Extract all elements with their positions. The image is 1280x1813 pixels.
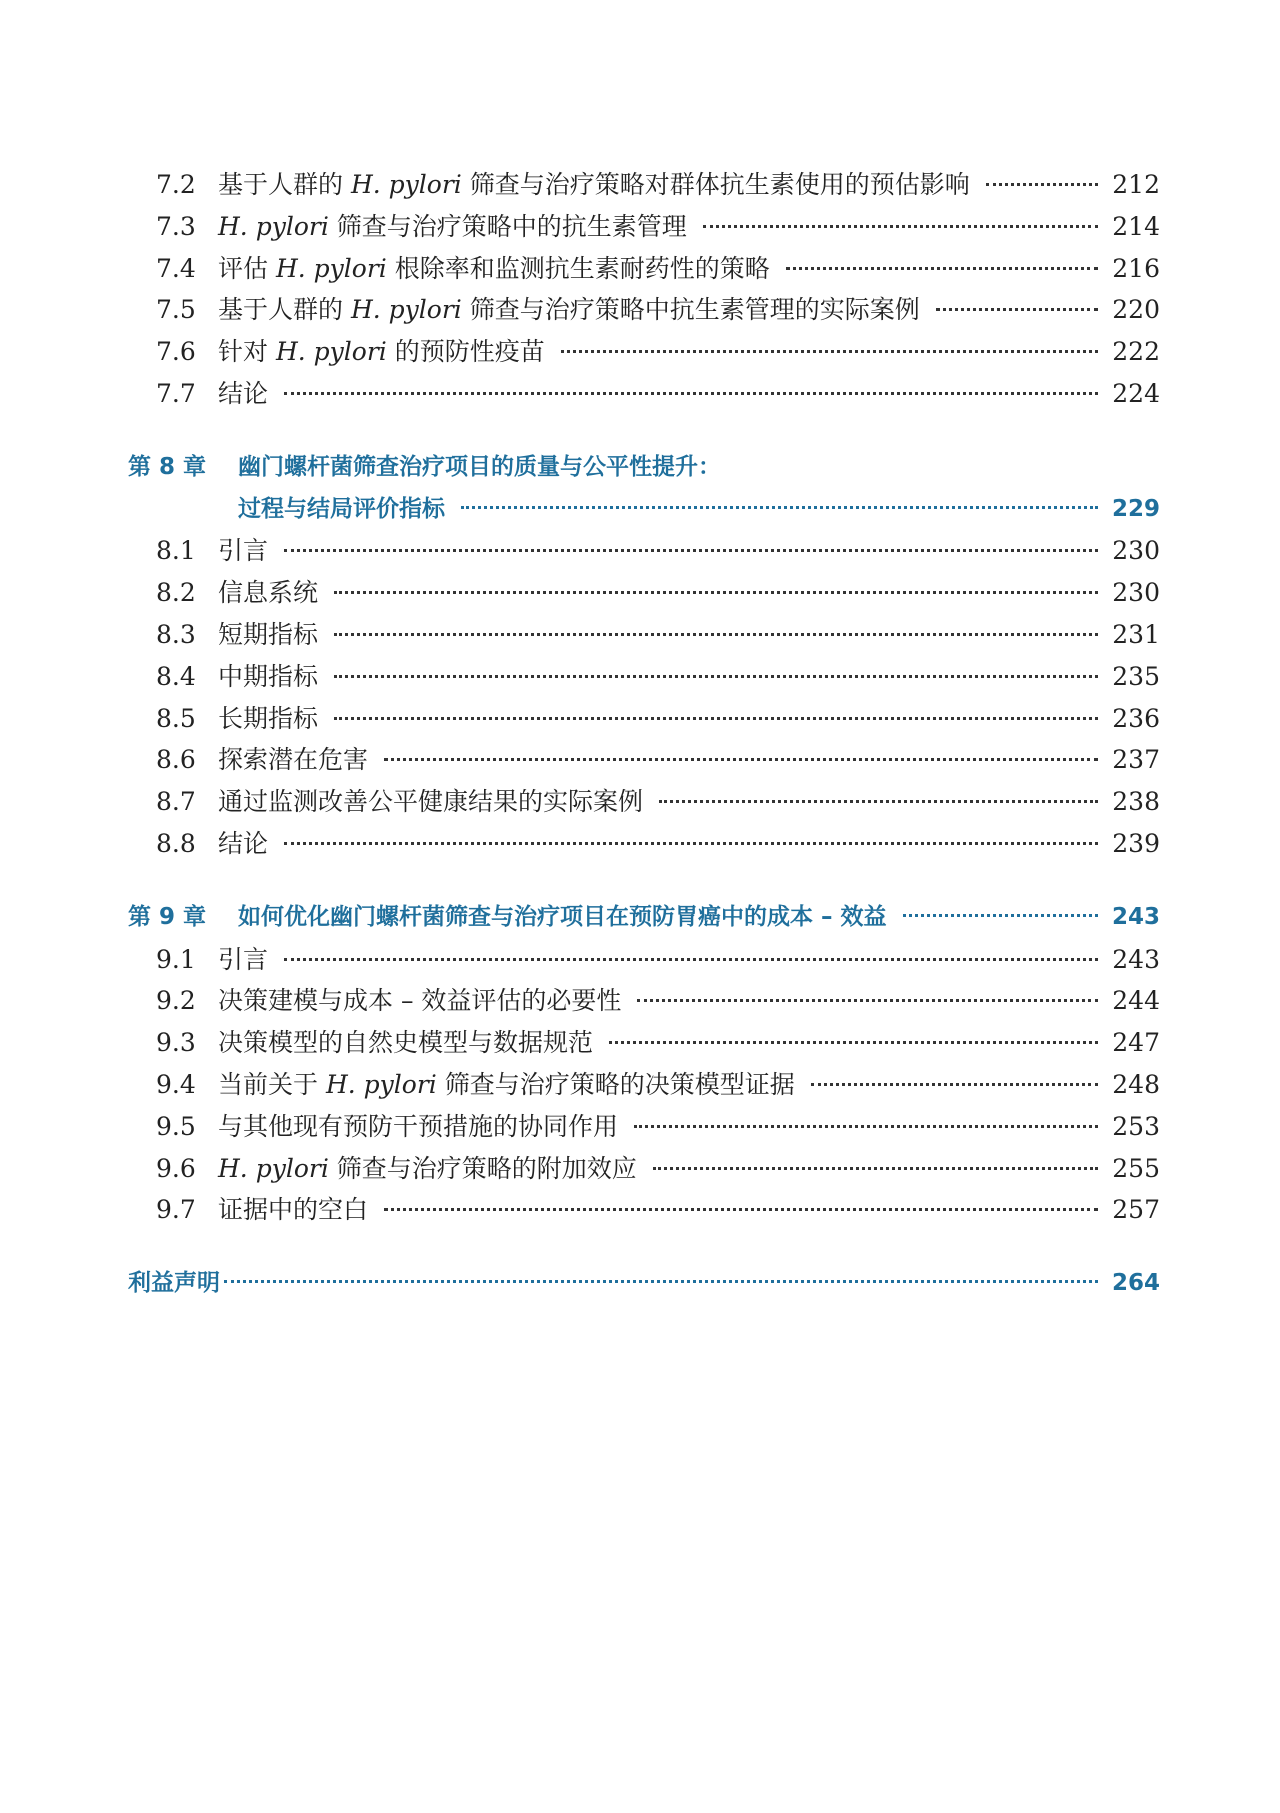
leader-dots — [284, 392, 1098, 395]
section-title: 探索潜在危害 — [218, 745, 369, 775]
toc-entry[interactable] — [128, 248, 1160, 290]
chapter-8-label: 第 8 章 — [128, 453, 207, 480]
section-page: 230 — [1112, 578, 1160, 608]
section-page: 230 — [1112, 536, 1160, 566]
title-suffix: 筛查与治疗策略中的抗生素管理 — [328, 211, 687, 241]
leader-dots — [384, 1208, 1098, 1211]
title-prefix: 决策模型的自然史模型与数据规范 — [218, 1028, 594, 1058]
table-of-contents — [128, 164, 1160, 1305]
leader-dots — [284, 842, 1098, 845]
title-prefix: 基于人群的 — [218, 295, 351, 325]
title-prefix: 证据中的空白 — [218, 1195, 369, 1225]
section-title — [218, 331, 545, 373]
toc-entry[interactable] — [128, 656, 1160, 698]
title-suffix: 筛查与治疗策略中抗生素管理的实际案例 — [461, 295, 920, 325]
toc-entry[interactable] — [128, 1106, 1160, 1148]
toc-entry[interactable] — [128, 164, 1160, 206]
section-number: 9.2 — [156, 986, 196, 1016]
title-suffix: 根除率和监测抗生素耐药性的策略 — [386, 253, 770, 283]
leader-dots — [703, 225, 1099, 228]
toc-entry[interactable] — [128, 206, 1160, 248]
title-suffix: 筛查与治疗策略对群体抗生素使用的预估影响 — [461, 170, 970, 199]
section-page: 212 — [1112, 170, 1160, 199]
toc-entry[interactable] — [128, 572, 1160, 614]
section-title — [218, 289, 920, 331]
chapter-9-label: 第 9 章 — [128, 903, 207, 930]
title-prefix: 基于人群的 — [218, 170, 351, 199]
section-number: 8.5 — [156, 703, 196, 733]
chapter-9-sections — [128, 939, 1160, 1232]
title-italic: H. pylori — [275, 253, 387, 283]
toc-entry[interactable] — [128, 823, 1160, 865]
section-page: 255 — [1112, 1153, 1160, 1183]
toc-entry[interactable] — [128, 939, 1160, 981]
chapter-8-title-line2: 过程与结局评价指标 — [238, 495, 445, 522]
toc-entry[interactable] — [128, 530, 1160, 572]
section-number: 8.6 — [156, 745, 196, 775]
section-page: 235 — [1112, 661, 1160, 691]
leader-dots — [461, 506, 1098, 509]
section-title: 引言 — [218, 536, 269, 566]
title-suffix: 筛查与治疗策略的决策模型证据 — [436, 1069, 795, 1099]
section-page: 248 — [1112, 1069, 1160, 1099]
section-page: 231 — [1112, 619, 1160, 649]
section-number: 7.4 — [156, 253, 196, 283]
leader-dots — [561, 350, 1099, 353]
declaration-page: 264 — [1111, 1270, 1160, 1297]
section-page: 243 — [1112, 944, 1160, 974]
toc-entry[interactable] — [128, 1022, 1160, 1064]
title-italic: H. pylori — [325, 1069, 437, 1099]
section-title — [218, 248, 770, 290]
section-page: 238 — [1112, 787, 1160, 817]
title-prefix: 当前关于 — [218, 1069, 326, 1099]
toc-entry[interactable] — [128, 781, 1160, 823]
section-number: 9.3 — [156, 1028, 196, 1058]
toc-entry[interactable] — [128, 1189, 1160, 1231]
section-page: 236 — [1112, 703, 1160, 733]
section-page: 222 — [1112, 337, 1160, 367]
toc-entry[interactable] — [128, 614, 1160, 656]
title-prefix: 引言 — [218, 944, 269, 974]
section-page: 214 — [1112, 211, 1160, 241]
chapter-8-heading[interactable] — [128, 447, 1160, 489]
leader-dots — [653, 1167, 1099, 1170]
leader-dots — [811, 1083, 1099, 1086]
chapter-8-page: 229 — [1111, 495, 1160, 522]
section-title: 通过监测改善公平健康结果的实际案例 — [218, 787, 644, 817]
section-page: 239 — [1112, 828, 1160, 858]
title-italic: H. pylori — [218, 1153, 329, 1183]
section-number: 9.7 — [156, 1195, 196, 1225]
section-number: 8.4 — [156, 661, 196, 691]
leader-dots — [334, 633, 1098, 636]
section-page: 220 — [1112, 295, 1160, 325]
section-title — [218, 1064, 795, 1106]
section-number: 8.8 — [156, 828, 196, 858]
section-title: 长期指标 — [218, 703, 319, 733]
section-title — [218, 1022, 593, 1064]
toc-entry[interactable] — [128, 980, 1160, 1022]
chapter-8-title-line1: 幽门螺杆菌筛查治疗项目的质量与公平性提升： — [238, 453, 721, 480]
toc-entry[interactable] — [128, 1148, 1160, 1190]
title-prefix: 决策建模与成本 – 效益评估的必要性 — [218, 986, 622, 1016]
section-page: 257 — [1112, 1195, 1160, 1225]
section-title: 结论 — [218, 828, 269, 858]
leader-dots — [224, 1280, 1098, 1283]
section-title — [218, 1148, 637, 1190]
section-title: 中期指标 — [218, 661, 319, 691]
leader-dots — [609, 1041, 1098, 1044]
toc-entry[interactable] — [128, 373, 1160, 415]
section-number: 8.7 — [156, 787, 196, 817]
section-number: 7.5 — [156, 295, 196, 325]
chapter-9-page: 243 — [1111, 903, 1160, 930]
leader-dots — [637, 999, 1098, 1002]
section-title — [218, 164, 970, 206]
toc-entry[interactable] — [128, 331, 1160, 373]
section-number: 8.1 — [156, 536, 196, 566]
section-number: 9.5 — [156, 1111, 196, 1141]
section-number: 7.6 — [156, 337, 196, 367]
chapter-9-heading[interactable] — [128, 897, 1160, 939]
section-page: 237 — [1112, 745, 1160, 775]
title-italic: H. pylori — [275, 337, 387, 367]
section-number: 7.3 — [156, 211, 196, 241]
section-number: 7.2 — [156, 170, 196, 199]
title-prefix: 针对 — [218, 337, 276, 367]
leader-dots — [659, 800, 1098, 803]
section-number: 9.6 — [156, 1153, 196, 1183]
title-prefix: 与其他现有预防干预措施的协同作用 — [218, 1111, 619, 1141]
title-suffix: 的预防性疫苗 — [386, 337, 545, 367]
leader-dots — [384, 758, 1098, 761]
toc-entry[interactable] — [128, 1064, 1160, 1106]
leader-dots — [334, 591, 1098, 594]
section-page: 253 — [1112, 1111, 1160, 1141]
section-page: 244 — [1112, 986, 1160, 1016]
leader-dots — [334, 717, 1098, 720]
section-page: 247 — [1112, 1028, 1160, 1058]
section-title — [218, 939, 268, 981]
declaration-title: 利益声明 — [128, 1270, 220, 1297]
section-number: 9.4 — [156, 1069, 196, 1099]
title-suffix: 筛查与治疗策略的附加效应 — [328, 1153, 637, 1183]
title-prefix: 评估 — [218, 253, 276, 283]
leader-dots — [986, 183, 1099, 186]
section-page: 224 — [1112, 378, 1160, 408]
toc-entry[interactable] — [128, 698, 1160, 740]
chapter-9-title: 如何优化幽门螺杆菌筛查与治疗项目在预防胃癌中的成本 – 效益 — [238, 903, 887, 930]
section-number: 8.3 — [156, 619, 196, 649]
chapter-8-sections — [128, 530, 1160, 864]
leader-dots — [936, 308, 1099, 311]
leader-dots — [634, 1125, 1098, 1128]
section-page: 216 — [1112, 253, 1160, 283]
section-title — [218, 980, 621, 1022]
section-number: 7.7 — [156, 378, 196, 408]
section-title — [218, 206, 687, 248]
toc-entry[interactable] — [128, 739, 1160, 781]
chapter-8-heading-line2[interactable] — [128, 489, 1160, 531]
leader-dots — [786, 267, 1099, 270]
leader-dots — [334, 675, 1098, 678]
title-italic: H. pylori — [350, 295, 462, 325]
section-number: 9.1 — [156, 944, 196, 974]
leader-dots — [284, 958, 1098, 961]
declaration-entry[interactable] — [128, 1263, 1160, 1305]
section-title: 信息系统 — [218, 578, 319, 608]
section-title: 短期指标 — [218, 619, 319, 649]
chapter-7-sections — [128, 164, 1160, 415]
section-title — [218, 1189, 368, 1231]
section-title — [218, 1106, 618, 1148]
section-title — [218, 373, 268, 415]
toc-entry[interactable] — [128, 289, 1160, 331]
title-italic: H. pylori — [218, 211, 329, 241]
leader-dots — [284, 549, 1098, 552]
title-italic: H. pylori — [350, 170, 462, 199]
leader-dots — [903, 914, 1098, 917]
section-number: 8.2 — [156, 578, 196, 608]
title-prefix: 结论 — [218, 378, 269, 408]
